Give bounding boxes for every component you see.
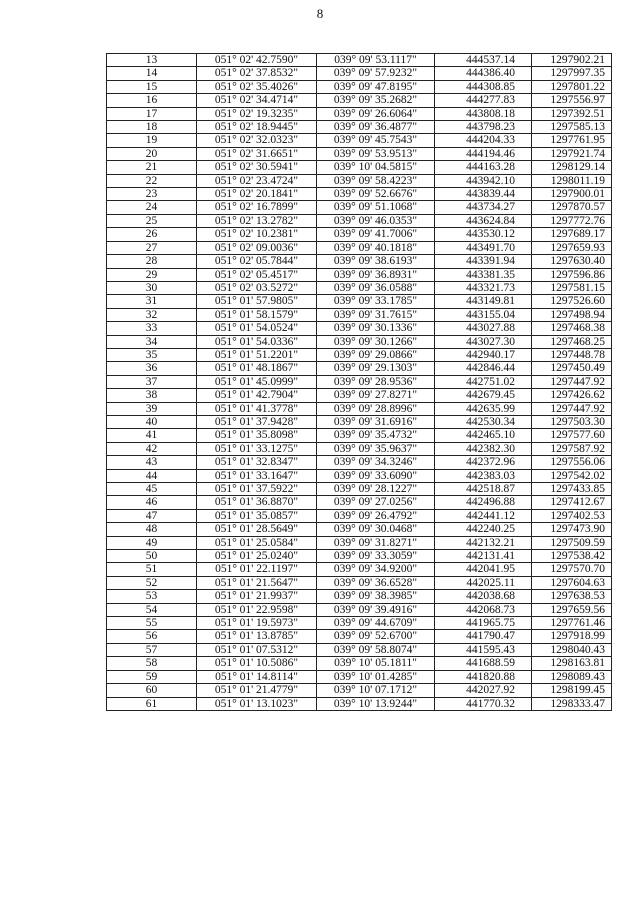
longitude-cell: 039° 09' 29.1303" — [317, 362, 435, 375]
point-number-cell: 20 — [107, 147, 197, 160]
x-coordinate-cell: 442025.11 — [435, 576, 532, 589]
longitude-cell: 039° 09' 58.4223" — [317, 174, 435, 187]
longitude-cell: 039° 09' 31.7615" — [317, 308, 435, 321]
y-coordinate-cell: 1297448.78 — [532, 348, 612, 361]
longitude-cell: 039° 09' 28.9536" — [317, 375, 435, 388]
y-coordinate-cell: 1297412.67 — [532, 496, 612, 509]
table-row — [107, 670, 612, 683]
point-number-cell: 37 — [107, 375, 197, 388]
y-coordinate-cell: 1297918.99 — [532, 630, 612, 643]
longitude-cell: 039° 09' 31.6916" — [317, 415, 435, 428]
table-row — [107, 188, 612, 201]
longitude-cell: 039° 09' 26.4792" — [317, 509, 435, 522]
table-row — [107, 429, 612, 442]
point-number-cell: 31 — [107, 295, 197, 308]
longitude-cell: 039° 09' 30.1336" — [317, 322, 435, 335]
point-number-cell: 29 — [107, 268, 197, 281]
page-number: 8 — [316, 6, 324, 21]
y-coordinate-cell: 1297870.57 — [532, 201, 612, 214]
point-number-cell: 13 — [107, 54, 197, 67]
y-coordinate-cell: 1297392.51 — [532, 107, 612, 120]
y-coordinate-cell: 1297604.63 — [532, 576, 612, 589]
latitude-cell: 051° 02' 42.7590" — [197, 54, 317, 67]
x-coordinate-cell: 444308.85 — [435, 80, 532, 93]
y-coordinate-cell: 1297450.49 — [532, 362, 612, 375]
table-row — [107, 483, 612, 496]
point-number-cell: 22 — [107, 174, 197, 187]
table-row — [107, 697, 612, 710]
x-coordinate-cell: 443321.73 — [435, 281, 532, 294]
latitude-cell: 051° 01' 54.0524" — [197, 322, 317, 335]
table-row — [107, 442, 612, 455]
table-row — [107, 174, 612, 187]
table-row — [107, 134, 612, 147]
table-row — [107, 228, 612, 241]
table-row — [107, 550, 612, 563]
point-number-cell: 47 — [107, 509, 197, 522]
y-coordinate-cell: 1297509.59 — [532, 536, 612, 549]
table-row — [107, 268, 612, 281]
y-coordinate-cell: 1297659.93 — [532, 241, 612, 254]
latitude-cell: 051° 02' 30.5941" — [197, 161, 317, 174]
longitude-cell: 039° 09' 33.3059" — [317, 550, 435, 563]
y-coordinate-cell: 1297900.01 — [532, 188, 612, 201]
latitude-cell: 051° 02' 19.3235" — [197, 107, 317, 120]
latitude-cell: 051° 01' 21.5647" — [197, 576, 317, 589]
point-number-cell: 35 — [107, 348, 197, 361]
longitude-cell: 039° 09' 51.1068" — [317, 201, 435, 214]
y-coordinate-cell: 1297585.13 — [532, 121, 612, 134]
table-row — [107, 281, 612, 294]
table-row — [107, 469, 612, 482]
y-coordinate-cell: 1298199.45 — [532, 684, 612, 697]
y-coordinate-cell: 1298089.43 — [532, 670, 612, 683]
y-coordinate-cell: 1297447.92 — [532, 402, 612, 415]
table-row — [107, 509, 612, 522]
y-coordinate-cell: 1297503.30 — [532, 415, 612, 428]
y-coordinate-cell: 1297659.56 — [532, 603, 612, 616]
latitude-cell: 051° 02' 32.0323" — [197, 134, 317, 147]
table-row — [107, 563, 612, 576]
y-coordinate-cell: 1297638.53 — [532, 590, 612, 603]
latitude-cell: 051° 01' 45.0999" — [197, 375, 317, 388]
x-coordinate-cell: 442679.45 — [435, 389, 532, 402]
point-number-cell: 42 — [107, 442, 197, 455]
x-coordinate-cell: 441790.47 — [435, 630, 532, 643]
latitude-cell: 051° 01' 37.9428" — [197, 415, 317, 428]
x-coordinate-cell: 443624.84 — [435, 214, 532, 227]
longitude-cell: 039° 09' 52.6676" — [317, 188, 435, 201]
table-row — [107, 295, 612, 308]
point-number-cell: 15 — [107, 80, 197, 93]
x-coordinate-cell: 443734.27 — [435, 201, 532, 214]
latitude-cell: 051° 01' 42.7904" — [197, 389, 317, 402]
x-coordinate-cell: 444537.14 — [435, 54, 532, 67]
longitude-cell: 039° 10' 05.1811" — [317, 657, 435, 670]
x-coordinate-cell: 443381.35 — [435, 268, 532, 281]
point-number-cell: 59 — [107, 670, 197, 683]
table-row — [107, 201, 612, 214]
latitude-cell: 051° 01' 21.9937" — [197, 590, 317, 603]
point-number-cell: 23 — [107, 188, 197, 201]
x-coordinate-cell: 442131.41 — [435, 550, 532, 563]
x-coordinate-cell: 444277.83 — [435, 94, 532, 107]
point-number-cell: 14 — [107, 67, 197, 80]
latitude-cell: 051° 02' 34.4714" — [197, 94, 317, 107]
latitude-cell: 051° 01' 35.0857" — [197, 509, 317, 522]
table-row — [107, 107, 612, 120]
table-row — [107, 617, 612, 630]
point-number-cell: 32 — [107, 308, 197, 321]
latitude-cell: 051° 02' 03.5272" — [197, 281, 317, 294]
y-coordinate-cell: 1297587.92 — [532, 442, 612, 455]
latitude-cell: 051° 02' 13.2782" — [197, 214, 317, 227]
table-row — [107, 630, 612, 643]
x-coordinate-cell: 442027.92 — [435, 684, 532, 697]
y-coordinate-cell: 1297468.38 — [532, 322, 612, 335]
longitude-cell: 039° 09' 35.2682" — [317, 94, 435, 107]
table-row — [107, 161, 612, 174]
latitude-cell: 051° 01' 22.1197" — [197, 563, 317, 576]
longitude-cell: 039° 09' 39.4916" — [317, 603, 435, 616]
point-number-cell: 21 — [107, 161, 197, 174]
table-row — [107, 496, 612, 509]
point-number-cell: 48 — [107, 523, 197, 536]
point-number-cell: 36 — [107, 362, 197, 375]
point-number-cell: 19 — [107, 134, 197, 147]
y-coordinate-cell: 1297498.94 — [532, 308, 612, 321]
point-number-cell: 24 — [107, 201, 197, 214]
y-coordinate-cell: 1297433.85 — [532, 483, 612, 496]
table-row — [107, 255, 612, 268]
table-row — [107, 536, 612, 549]
point-number-cell: 16 — [107, 94, 197, 107]
y-coordinate-cell: 1297761.46 — [532, 617, 612, 630]
longitude-cell: 039° 09' 29.0866" — [317, 348, 435, 361]
latitude-cell: 051° 01' 54.0336" — [197, 335, 317, 348]
x-coordinate-cell: 443027.88 — [435, 322, 532, 335]
x-coordinate-cell: 442465.10 — [435, 429, 532, 442]
latitude-cell: 051° 01' 10.5086" — [197, 657, 317, 670]
point-number-cell: 45 — [107, 483, 197, 496]
y-coordinate-cell: 1297402.53 — [532, 509, 612, 522]
table-row — [107, 308, 612, 321]
point-number-cell: 51 — [107, 563, 197, 576]
y-coordinate-cell: 1298333.47 — [532, 697, 612, 710]
table-row — [107, 322, 612, 335]
y-coordinate-cell: 1297447.92 — [532, 375, 612, 388]
latitude-cell: 051° 02' 20.1841" — [197, 188, 317, 201]
longitude-cell: 039° 10' 13.9244" — [317, 697, 435, 710]
longitude-cell: 039° 09' 27.0256" — [317, 496, 435, 509]
y-coordinate-cell: 1298129.14 — [532, 161, 612, 174]
longitude-cell: 039° 09' 33.1785" — [317, 295, 435, 308]
y-coordinate-cell: 1298040.43 — [532, 643, 612, 656]
x-coordinate-cell: 442041.95 — [435, 563, 532, 576]
point-number-cell: 61 — [107, 697, 197, 710]
x-coordinate-cell: 442751.02 — [435, 375, 532, 388]
x-coordinate-cell: 442940.17 — [435, 348, 532, 361]
point-number-cell: 49 — [107, 536, 197, 549]
y-coordinate-cell: 1298163.81 — [532, 657, 612, 670]
y-coordinate-cell: 1297772.76 — [532, 214, 612, 227]
y-coordinate-cell: 1297761.95 — [532, 134, 612, 147]
y-coordinate-cell: 1297997.35 — [532, 67, 612, 80]
y-coordinate-cell: 1297570.70 — [532, 563, 612, 576]
y-coordinate-cell: 1297577.60 — [532, 429, 612, 442]
longitude-cell: 039° 09' 36.6528" — [317, 576, 435, 589]
table-row — [107, 214, 612, 227]
longitude-cell: 039° 09' 41.7006" — [317, 228, 435, 241]
x-coordinate-cell: 442068.73 — [435, 603, 532, 616]
coordinates-table — [106, 53, 612, 711]
x-coordinate-cell: 444204.33 — [435, 134, 532, 147]
latitude-cell: 051° 01' 57.9805" — [197, 295, 317, 308]
latitude-cell: 051° 01' 33.1275" — [197, 442, 317, 455]
point-number-cell: 33 — [107, 322, 197, 335]
latitude-cell: 051° 01' 35.8098" — [197, 429, 317, 442]
table-row — [107, 523, 612, 536]
x-coordinate-cell: 441688.59 — [435, 657, 532, 670]
longitude-cell: 039° 09' 58.8074" — [317, 643, 435, 656]
latitude-cell: 051° 01' 25.0240" — [197, 550, 317, 563]
point-number-cell: 28 — [107, 255, 197, 268]
longitude-cell: 039° 09' 36.8931" — [317, 268, 435, 281]
longitude-cell: 039° 09' 46.0353" — [317, 214, 435, 227]
longitude-cell: 039° 09' 52.6700" — [317, 630, 435, 643]
longitude-cell: 039° 09' 44.6709" — [317, 617, 435, 630]
point-number-cell: 25 — [107, 214, 197, 227]
point-number-cell: 52 — [107, 576, 197, 589]
longitude-cell: 039° 09' 36.4877" — [317, 121, 435, 134]
latitude-cell: 051° 02' 18.9445" — [197, 121, 317, 134]
table-row — [107, 362, 612, 375]
table-row — [107, 348, 612, 361]
y-coordinate-cell: 1297468.25 — [532, 335, 612, 348]
x-coordinate-cell: 443391.94 — [435, 255, 532, 268]
x-coordinate-cell: 444386.40 — [435, 67, 532, 80]
longitude-cell: 039° 09' 28.1227" — [317, 483, 435, 496]
x-coordinate-cell: 442441.12 — [435, 509, 532, 522]
longitude-cell: 039° 09' 36.0588" — [317, 281, 435, 294]
x-coordinate-cell: 444163.28 — [435, 161, 532, 174]
latitude-cell: 051° 01' 19.5973" — [197, 617, 317, 630]
latitude-cell: 051° 01' 41.3778" — [197, 402, 317, 415]
longitude-cell: 039° 09' 27.8271" — [317, 389, 435, 402]
latitude-cell: 051° 02' 37.8532" — [197, 67, 317, 80]
point-number-cell: 18 — [107, 121, 197, 134]
longitude-cell: 039° 10' 01.4285" — [317, 670, 435, 683]
longitude-cell: 039° 09' 34.3246" — [317, 456, 435, 469]
longitude-cell: 039° 10' 04.5815" — [317, 161, 435, 174]
point-number-cell: 17 — [107, 107, 197, 120]
x-coordinate-cell: 443149.81 — [435, 295, 532, 308]
x-coordinate-cell: 442382.30 — [435, 442, 532, 455]
y-coordinate-cell: 1297801.22 — [532, 80, 612, 93]
latitude-cell: 051° 02' 31.6651" — [197, 147, 317, 160]
table-row — [107, 603, 612, 616]
latitude-cell: 051° 02' 09.0036" — [197, 241, 317, 254]
x-coordinate-cell: 442383.03 — [435, 469, 532, 482]
x-coordinate-cell: 442038.68 — [435, 590, 532, 603]
latitude-cell: 051° 02' 23.4724" — [197, 174, 317, 187]
point-number-cell: 30 — [107, 281, 197, 294]
table-row — [107, 375, 612, 388]
point-number-cell: 58 — [107, 657, 197, 670]
x-coordinate-cell: 444194.46 — [435, 147, 532, 160]
latitude-cell: 051° 01' 22.9598" — [197, 603, 317, 616]
x-coordinate-cell: 442846.44 — [435, 362, 532, 375]
x-coordinate-cell: 443839.44 — [435, 188, 532, 201]
y-coordinate-cell: 1297921.74 — [532, 147, 612, 160]
point-number-cell: 27 — [107, 241, 197, 254]
table-row — [107, 121, 612, 134]
longitude-cell: 039° 09' 45.7543" — [317, 134, 435, 147]
table-row — [107, 94, 612, 107]
x-coordinate-cell: 442496.88 — [435, 496, 532, 509]
latitude-cell: 051° 02' 10.2381" — [197, 228, 317, 241]
table-row — [107, 657, 612, 670]
latitude-cell: 051° 01' 07.5312" — [197, 643, 317, 656]
y-coordinate-cell: 1297542.02 — [532, 469, 612, 482]
longitude-cell: 039° 09' 57.9232" — [317, 67, 435, 80]
x-coordinate-cell: 443027.30 — [435, 335, 532, 348]
table-row — [107, 54, 612, 67]
table-row — [107, 456, 612, 469]
latitude-cell: 051° 02' 05.7844" — [197, 255, 317, 268]
x-coordinate-cell: 443808.18 — [435, 107, 532, 120]
x-coordinate-cell: 442240.25 — [435, 523, 532, 536]
table-row — [107, 643, 612, 656]
table-row — [107, 67, 612, 80]
latitude-cell: 051° 02' 16.7899" — [197, 201, 317, 214]
latitude-cell: 051° 01' 48.1867" — [197, 362, 317, 375]
latitude-cell: 051° 01' 37.5922" — [197, 483, 317, 496]
longitude-cell: 039° 09' 35.4732" — [317, 429, 435, 442]
table-row — [107, 389, 612, 402]
x-coordinate-cell: 443530.12 — [435, 228, 532, 241]
longitude-cell: 039° 09' 28.8996" — [317, 402, 435, 415]
latitude-cell: 051° 01' 25.0584" — [197, 536, 317, 549]
longitude-cell: 039° 09' 53.9513" — [317, 147, 435, 160]
y-coordinate-cell: 1298011.19 — [532, 174, 612, 187]
longitude-cell: 039° 09' 34.9200" — [317, 563, 435, 576]
point-number-cell: 54 — [107, 603, 197, 616]
x-coordinate-cell: 443491.70 — [435, 241, 532, 254]
y-coordinate-cell: 1297556.06 — [532, 456, 612, 469]
x-coordinate-cell: 441595.43 — [435, 643, 532, 656]
point-number-cell: 44 — [107, 469, 197, 482]
latitude-cell: 051° 01' 28.5649" — [197, 523, 317, 536]
x-coordinate-cell: 441965.75 — [435, 617, 532, 630]
x-coordinate-cell: 443798.23 — [435, 121, 532, 134]
longitude-cell: 039° 09' 30.1266" — [317, 335, 435, 348]
longitude-cell: 039° 09' 53.1117" — [317, 54, 435, 67]
latitude-cell: 051° 02' 35.4026" — [197, 80, 317, 93]
longitude-cell: 039° 09' 40.1818" — [317, 241, 435, 254]
longitude-cell: 039° 09' 35.9637" — [317, 442, 435, 455]
point-number-cell: 26 — [107, 228, 197, 241]
y-coordinate-cell: 1297581.15 — [532, 281, 612, 294]
y-coordinate-cell: 1297556.97 — [532, 94, 612, 107]
point-number-cell: 56 — [107, 630, 197, 643]
latitude-cell: 051° 01' 51.2201" — [197, 348, 317, 361]
y-coordinate-cell: 1297596.86 — [532, 268, 612, 281]
x-coordinate-cell: 443155.04 — [435, 308, 532, 321]
table-row — [107, 335, 612, 348]
y-coordinate-cell: 1297426.62 — [532, 389, 612, 402]
longitude-cell: 039° 09' 26.6064" — [317, 107, 435, 120]
x-coordinate-cell: 441770.32 — [435, 697, 532, 710]
longitude-cell: 039° 09' 31.8271" — [317, 536, 435, 549]
y-coordinate-cell: 1297526.60 — [532, 295, 612, 308]
point-number-cell: 40 — [107, 415, 197, 428]
point-number-cell: 39 — [107, 402, 197, 415]
latitude-cell: 051° 01' 58.1579" — [197, 308, 317, 321]
longitude-cell: 039° 09' 33.6090" — [317, 469, 435, 482]
y-coordinate-cell: 1297538.42 — [532, 550, 612, 563]
point-number-cell: 55 — [107, 617, 197, 630]
point-number-cell: 60 — [107, 684, 197, 697]
point-number-cell: 46 — [107, 496, 197, 509]
coordinates-table-body — [107, 54, 612, 711]
table-row — [107, 576, 612, 589]
longitude-cell: 039° 09' 47.8195" — [317, 80, 435, 93]
table-row — [107, 684, 612, 697]
table-row — [107, 147, 612, 160]
table-row — [107, 241, 612, 254]
latitude-cell: 051° 01' 13.1023" — [197, 697, 317, 710]
point-number-cell: 50 — [107, 550, 197, 563]
y-coordinate-cell: 1297630.40 — [532, 255, 612, 268]
y-coordinate-cell: 1297689.17 — [532, 228, 612, 241]
latitude-cell: 051° 01' 21.4779" — [197, 684, 317, 697]
longitude-cell: 039° 09' 30.0468" — [317, 523, 435, 536]
table-row — [107, 415, 612, 428]
x-coordinate-cell: 442372.96 — [435, 456, 532, 469]
point-number-cell: 38 — [107, 389, 197, 402]
longitude-cell: 039° 09' 38.3985" — [317, 590, 435, 603]
latitude-cell: 051° 01' 14.8114" — [197, 670, 317, 683]
latitude-cell: 051° 01' 32.8347" — [197, 456, 317, 469]
x-coordinate-cell: 442518.87 — [435, 483, 532, 496]
table-row — [107, 402, 612, 415]
table-row — [107, 590, 612, 603]
x-coordinate-cell: 442530.34 — [435, 415, 532, 428]
longitude-cell: 039° 09' 38.6193" — [317, 255, 435, 268]
longitude-cell: 039° 10' 07.1712" — [317, 684, 435, 697]
point-number-cell: 43 — [107, 456, 197, 469]
x-coordinate-cell: 443942.10 — [435, 174, 532, 187]
latitude-cell: 051° 01' 33.1647" — [197, 469, 317, 482]
y-coordinate-cell: 1297473.90 — [532, 523, 612, 536]
point-number-cell: 53 — [107, 590, 197, 603]
latitude-cell: 051° 01' 36.8870" — [197, 496, 317, 509]
x-coordinate-cell: 442635.99 — [435, 402, 532, 415]
y-coordinate-cell: 1297902.21 — [532, 54, 612, 67]
table-row — [107, 80, 612, 93]
latitude-cell: 051° 02' 05.4517" — [197, 268, 317, 281]
x-coordinate-cell: 442132.21 — [435, 536, 532, 549]
point-number-cell: 57 — [107, 643, 197, 656]
latitude-cell: 051° 01' 13.8785" — [197, 630, 317, 643]
point-number-cell: 34 — [107, 335, 197, 348]
point-number-cell: 41 — [107, 429, 197, 442]
x-coordinate-cell: 441820.88 — [435, 670, 532, 683]
